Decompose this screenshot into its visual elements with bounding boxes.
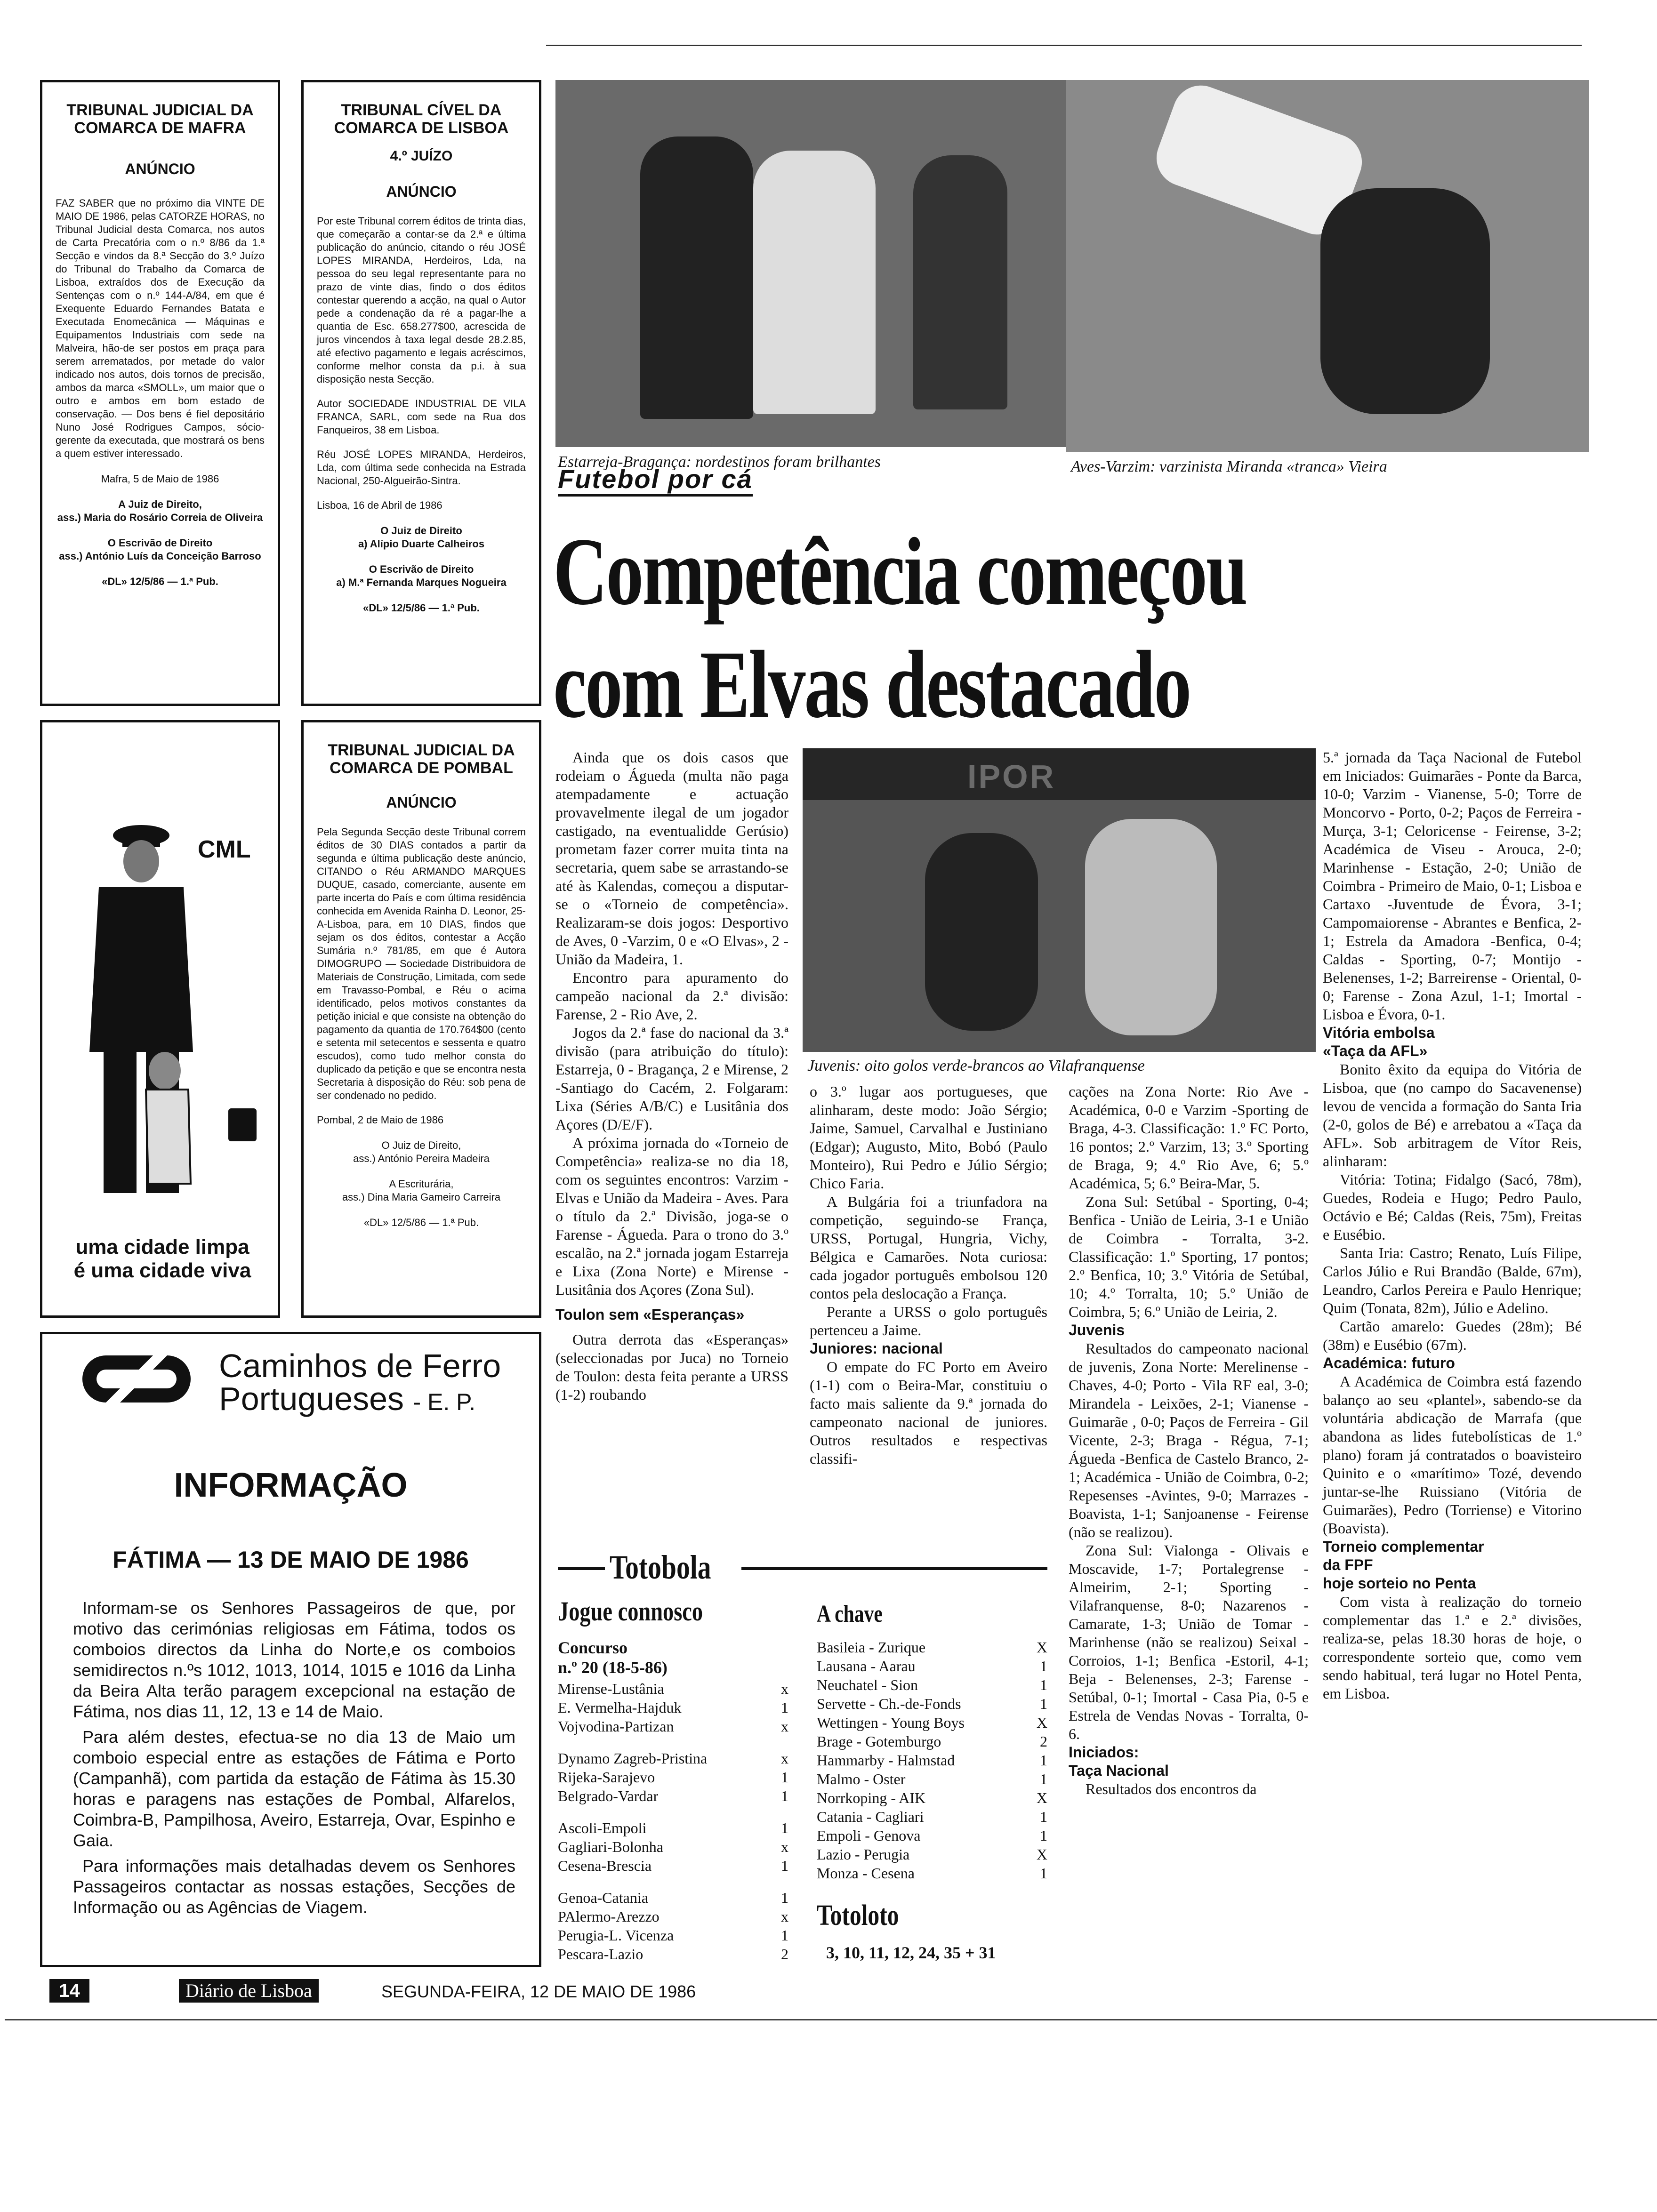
cp-brand-line-1: Caminhos de Ferro [219,1347,501,1384]
pick-value: 1 [781,1699,788,1716]
pick-match: Mirense-Lustânia [558,1680,664,1697]
cml-slogan-1: uma cidade limpa [75,1235,249,1258]
pick-row [817,1638,1047,1657]
pick-row [558,1679,788,1698]
ad-body [317,825,526,1127]
pick-value: 1 [1040,1827,1047,1844]
pick-match: Catania - Cagliari [817,1808,924,1825]
cp-logo-icon [64,1351,209,1407]
concurso-number: n.º 20 (18-5-86) [558,1658,668,1677]
paragraph: Encontro para apuramento do campeão nacional da 2.ª divisão: Farense, 2 - Rio Ave, 2. [555,969,788,1023]
pick-value: 1 [1040,1695,1047,1712]
pick-row [817,1826,1047,1845]
subheading: Taça Nacional [1069,1762,1169,1779]
paragraph: A próxima jornada do «Torneio de Competência» realiza-se no dia 18, com os seguintes encontros: Varzim - Elvas e União da Madeira - Aves. Para o título da 2.ª Divisão, joga-se o Farense - Águeda. Para o trono do 3.º escalão, na 2.ª jornada jogam Estarreja e Lixa (Zona Norte) e Mirense - Lusitânia dos Açores (Zona Sul). [555,1134,788,1298]
totobola-title: Totobola [610,1548,711,1586]
footer-date: SEGUNDA-FEIRA, 12 DE MAIO DE 1986 [381,1982,696,2001]
pick-row [817,1675,1047,1694]
sig-name: a) M.ª Fernanda Marques Nogueira [336,577,507,588]
pick-value: 1 [1040,1808,1047,1825]
pick-match: Neuchatel - Sion [817,1676,918,1693]
pick-value: 1 [781,1857,788,1874]
totobola-rule-right [741,1567,1047,1570]
paragraph: Resultados dos encontros da [1086,1780,1257,1797]
pick-row [558,1749,788,1768]
ad-signature [313,563,530,589]
cp-brand-name: Portugueses [219,1380,404,1417]
pick-value: x [781,1908,788,1925]
pick-row [558,1698,788,1717]
ad-signature [313,1178,530,1204]
photo-caption: Aves-Varzim: varzinista Miranda «tranca» Vieira [1071,458,1387,475]
pick-match: Belgrado-Vardar [558,1787,659,1804]
pick-row [817,1732,1047,1751]
cp-paragraph: Informam-se os Senhores Passageiros de que, por motivo das cerimónias religiosas em Fátima, todos os comboios directos da Linha do Norte,e os comboios semidirectos n.ºs 1012, 1013, 1014, 1015 e 1016 da Linha da Beira Alta terão paragem excepcional na estação de Fátima, nos dias 11, 12, 13 e 14 de Maio. [73,1598,515,1721]
pick-value: 1 [1040,1865,1047,1882]
pick-value: x [781,1838,788,1855]
photo-aves-varzim [1066,80,1589,452]
pick-value: x [781,1750,788,1767]
photo-juvenis [803,748,1316,1052]
totoloto-title: Totoloto [817,1899,899,1931]
sig-role: O Juiz de Direito, [381,1139,461,1151]
pick-row [817,1864,1047,1883]
pick-row [558,1888,788,1907]
pick-value: 2 [781,1946,788,1963]
pick-match: Servette - Ch.-de-Fonds [817,1695,961,1712]
cp-brand-line-2 [219,1381,475,1419]
ad-title: TRIBUNAL JUDICIAL DA COMARCA DE MAFRA [66,101,254,137]
pick-match: E. Vermelha-Hajduk [558,1699,682,1716]
pick-value: 1 [781,1787,788,1804]
pick-row [558,1819,788,1837]
ad-title: TRIBUNAL JUDICIAL DA COMARCA DE POMBAL [328,741,515,777]
pick-row [817,1788,1047,1807]
paragraph: Cartão amarelo: Guedes (28m); Bé (38m) e Eusébio (67m). [1323,1318,1582,1353]
sig-name: ass.) António Pereira Madeira [353,1153,490,1164]
pick-match: Empoli - Genova [817,1827,921,1844]
pick-row [817,1694,1047,1713]
pick-row [558,1907,788,1926]
pick-row [558,1787,788,1805]
pick-row [817,1751,1047,1770]
footer-page-number: 14 [49,1979,89,2003]
chave-title: A chave [817,1601,883,1627]
bottom-rule [5,2019,1657,2020]
pick-group [558,1679,788,1736]
pick-group [558,1819,788,1875]
pick-match: Hammarby - Halmstad [817,1752,955,1769]
photo-caption: Juvenis: oito golos verde-brancos ao Vilafranquense [807,1057,1145,1074]
pick-row [817,1807,1047,1826]
ad-title: TRIBUNAL CÍVEL DA COMARCA DE LISBOA [334,101,509,137]
pick-match: Perugia-L. Vicenza [558,1927,674,1944]
sig-name: a) Alípio Duarte Calheiros [358,538,485,550]
totobola-groups [558,1679,788,1964]
paragraph: cações na Zona Norte: Rio Ave -Académica, 0-0 e Varzim -Sporting de Braga, 4-3. Classificação: 1.º FC Porto, 16 pontos; 2.º Varzim, 13; 3.º Sporting de Braga, 9; 4.º Rio Ave, 6; 5.º Académica, 5; 6.º Beira-Mar, 5. [1069,1083,1309,1192]
paragraph: A Académica de Coimbra está fazendo balanço ao seu «plantel», sabendo-se da voluntária abdicação de Marrafa (que abandona as lides futebolísticas de 1.º plano) foram já contratados o boavisteiro Quinito e o «marítimo» Tozé, devendo juntar-se-lhe Ruissiano (Vitória de Guimarães), Pedro (Torriense) e Vitorino (Boavista). [1323,1373,1582,1537]
footer-paper-name: Diário de Lisboa [179,1979,319,2003]
paragraph: Resultados do campeonato nacional de juvenis, Zona Norte: Merelinense - Chaves, 4-0; Porto - Vila RF eal, 3-0; Mirandela - Leixões, 2-1; Vianense - Guimarãe , 0-0; Paços de Ferreira - Gil Vicente, 2-3; Braga - Régua, 7-1; Águeda -Benfica de Castelo Branco, 2-1; Académica - União de Coimbra, 0-2; Repesenses -Avintes, 9-0; Marrazes - Boavista, 1-1; Sanjoanense - Feirense (não se realizou). [1069,1340,1309,1540]
photo-shape [1320,188,1490,414]
paragraph: Perante a URSS o golo português pertenceu a Jaime. [810,1303,1047,1338]
pick-match: Gagliari-Bolonha [558,1838,663,1855]
pick-match: Cesena-Brescia [558,1857,652,1874]
photo-shape [1085,819,1217,1035]
ad-place-date: Pombal, 2 de Maio de 1986 [317,1114,444,1126]
pick-value: x [781,1680,788,1697]
sig-role: O Escrivão de Direito [369,563,474,575]
cp-subtitle: FÁTIMA — 13 DE MAIO DE 1986 [113,1547,469,1573]
pick-match: Vojvodina-Partizan [558,1718,674,1735]
sig-role: A Juiz de Direito, [118,498,202,510]
subheading: Académica: futuro [1323,1354,1455,1371]
subheading: Iniciados: [1069,1744,1139,1761]
pick-match: Dynamo Zagreb-Pristina [558,1750,708,1767]
pick-match: Monza - Cesena [817,1865,915,1882]
pick-value: 1 [781,1819,788,1836]
photo-shape [640,136,753,419]
ad-body [317,215,526,512]
article-column-4 [1323,748,1582,1703]
cml-slogan-2: é uma cidade viva [73,1259,251,1282]
totobola-subtitle: Jogue connosco [558,1596,703,1627]
ad-subtitle: 4.º JUÍZO [390,148,453,164]
pick-match: Pescara-Lazio [558,1946,643,1963]
ad-body [56,197,265,460]
article-column-2 [810,1082,1047,1468]
ad-signature [313,524,530,551]
subheading: Juniores: nacional [810,1340,943,1357]
cp-paragraph: Para além destes, efectua-se no dia 13 de Maio um comboio especial entre as estações de Fátima e Porto (Campanhã), com partida da estação de Fátima às 15.30 horas e paragens nas estações de Pombal, Alfarelos, Coimbra-B, Pampilhosa, Aveiro, Estarreja, Ovar, Espinho e Gaia. [73,1727,515,1850]
sig-role: O Juiz de Direito [380,525,462,537]
pick-value: X [1036,1846,1047,1863]
pick-row [558,1837,788,1856]
subheading: Juvenis [1069,1322,1125,1338]
ad-ref: «DL» 12/5/86 — 1.ª Pub. [102,576,218,587]
photo-estarreja-braganca [555,80,1076,447]
sig-name: ass.) Maria do Rosário Correia de Oliveira [57,512,263,523]
paragraph: Santa Iria: Castro; Renato, Luís Filipe, Carlos Júlio e Rui Brandão (Balde, 67m), Leandro, Carlos Pereira e Paulo Henrique; Quim (Tonata, 82m), Júlio e Adelino. [1323,1244,1582,1316]
totobola-rule-left [558,1567,605,1570]
paragraph: Zona Sul: Setúbal - Sporting, 0-4; Benfica - União de Leiria, 3-1 e União de Coimbra - Torralta, 3-2. Classificação: 1.º Sporting, 17 pontos; 2.º Benfica, 10; 3.º Vitória de Setúbal, 10; 4.º Torralta, 10; 5.º União de Coimbra, 5; 6.º União de Leiria, 2. [1069,1193,1309,1320]
article-headline [553,515,1287,741]
ad-place-date: Lisboa, 16 de Abril de 1986 [317,499,442,511]
subheading: «Taça da AFL» [1323,1042,1428,1059]
ad-signature [52,498,268,524]
photo-shape [803,748,1316,800]
cp-title: INFORMAÇÃO [174,1467,408,1504]
paragraph: o 3.º lugar aos portugueses, que alinharam, deste modo: João Sérgio; Jaime, Samuel, Carvalhal e Justiniano (Edgar); Augusto, Mito, Bobó (Paulo Monteiro), Rui Pedro e Júlio Sérgio; Chico Faria. [810,1083,1047,1192]
paragraph: Bonito êxito da equipa do Vitória de Lisboa, que (no campo do Sacavenense) levou de vencida a formação do Santa Iria (2-0, golos de Bé) e arrebatou a «Taça da AFL». Sob arbitragem de Vítor Reis, alinharam: [1323,1061,1582,1170]
pick-match: PAlermo-Arezzo [558,1908,660,1925]
concurso-label: Concurso [558,1638,628,1657]
ad-ref: «DL» 12/5/86 — 1.ª Pub. [363,602,480,614]
ad-tribunal-lisboa [301,80,541,706]
pick-match: Norrkoping - AIK [817,1789,926,1806]
top-rule [546,45,1582,46]
ad-signature [52,537,268,563]
pick-value: 1 [1040,1752,1047,1769]
pick-value: 1 [781,1769,788,1786]
pick-match: Basileia - Zurique [817,1639,926,1656]
pick-row [817,1657,1047,1675]
ad-heading: ANÚNCIO [125,160,195,177]
cml-emblem-icon [228,1108,257,1141]
pick-group [558,1888,788,1964]
pick-value: X [1036,1639,1047,1656]
photo-caption: Estarreja-Bragança: nordestinos foram brilhantes [558,453,881,471]
subheading: da FPF [1323,1556,1373,1573]
pick-row [558,1717,788,1736]
cp-brand-suffix: - E. P. [413,1389,475,1415]
paragraph: Zona Sul: Vialonga - Olivais e Moscavide, 1-7; Portalegrense - Almeirim, 2-1; Sporting - Vilafranquense, 8-0; Nazarenos -Camarate, 1-3; União de Tomar -Marinhense (não se realizou) Seixal - Corroios, 1-1; Benfica -Estoril, 4-1; Beja - Belenenses, 2-3; Farense - Setúbal, 0-1; Imortal - Casa Pia, 0-5 e Estrela de Vendas Novas - Torralta, 0-6. [1069,1542,1309,1742]
sig-role: A Escriturária, [389,1178,454,1190]
ad-place-date: Mafra, 5 de Maio de 1986 [101,473,219,485]
article-kicker: Futebol por cá [558,464,753,497]
photo-shape [753,151,876,414]
pick-match: Genoa-Catania [558,1889,648,1906]
totoloto-numbers: 3, 10, 11, 12, 24, 35 + 31 [826,1943,996,1962]
ad-heading: ANÚNCIO [386,794,457,811]
cp-body [73,1598,515,1918]
pick-row [817,1770,1047,1788]
subheading: hoje sorteio no Penta [1323,1575,1476,1592]
paragraph: Vitória: Totina; Fidalgo (Sacó, 78m), Guedes, Rodeia e Hugo; Pedro Paulo, Octávio e Bé; Caldas (Reis, 75m), Freitas e Eusébio. [1323,1171,1582,1243]
ad-cp [40,1332,541,1967]
pick-match: Ascoli-Empoli [558,1819,647,1836]
pick-value: 1 [1040,1658,1047,1675]
ad-cml [40,720,280,1318]
pick-row [558,1926,788,1945]
police-officer-illustration [71,817,212,1212]
ad-paragraph: Pela Segunda Secção deste Tribunal correm éditos de 30 DIAS contados a partir da segunda e última publicação deste anúncio, CITANDO o Réu ARMANDO MARQUES DUQUE, casado, comerciante, ausente em parte incerta do País e com última residência conhecida em Avenida Rainha D. Leonor, 25-A-Lisboa, para, em 10 DIAS, findos que sejam os dos éditos, contestar a Acção Sumária n.º 781/85, em que é Autora DIMOGRUPO — Sociedade Distribuidora de Materiais de Construção, Limitada, com sede em Travasso-Pombal, e Réu o acima identificado, pelos motivos constantes da petição inicial e que consiste na obtenção do pagamento da quantia de 170.764$00 (cento e setenta mil setecentos e sessenta e quatro escudos), como tudo melhor consta do duplicado da petição e que se encontra nesta Secretaria à disposição do Réu: sob pena de ser condenado no pedido. [317,826,526,1101]
paragraph: Com vista à realização do torneio complementar das 1.ª e 2.ª divisões, realiza-se, pelas 18.30 horas de hoje, o correspondente sorteio que, como vem sendo habitual, terá lugar no Hotel Penta, em Lisboa. [1323,1593,1582,1702]
ad-paragraph: Autor SOCIEDADE INDUSTRIAL DE VILA FRANCA, SARL, com sede na Rua dos Fanqueiros, 38 em Lisboa. [317,398,526,436]
subheading: Toulon sem «Esperanças» [555,1306,745,1323]
pick-group [558,1749,788,1805]
paragraph: A Bulgária foi a triunfadora na competição, seguindo-se França, URSS, Portugal, Hungria, Vichy, Bélgica e Camarões. Nota curiosa: cada jogador português embolsou 120 contos pela deslocação a França. [810,1193,1047,1302]
pick-match: Lausana - Aarau [817,1658,916,1675]
ad-paragraph: Por este Tribunal correm éditos de trinta dias, que começarão a contar-se da 2.ª e última publicação do anúncio, citando o réu JOSÉ LOPES MIRANDA, Herdeiros, Lda, na pessoa do seu legal representante para no prazo de vinte dias, findo o dos éditos contestar querendo a acção, na qual o Autor pede a condenação da ré a pagar-lhe a quantia de Esc. 658.277$00, acrescida de juros vincendos à taxa legal desde 28.2.85, até efectivo pagamento e legais acréscimos, conforme melhor consta da p.i. à sua disposição nesta Secção. [317,215,526,385]
chave-list [817,1638,1047,1883]
paragraph: Jogos da 2.ª fase do nacional da 3.ª divisão (para atribuição do título): Estarreja, 0 - Bragança, 2 e Mirense, 2 -Santiago do Cacém, 2. Folgaram: Lixa (Séries A/B/C) e Lusitânia dos Açores (D/E/F). [555,1024,788,1133]
paragraph: Outra derrota das «Esperanças» (seleccionadas por Juca) no Torneio de Toulon: desta feita perante a URSS (1-2) roubando [555,1331,788,1403]
pick-match: Malmo - Oster [817,1771,906,1787]
ad-paragraph: FAZ SABER que no próximo dia VINTE DE MAIO DE 1986, pelas CATORZE HORAS, no Tribunal Judicial desta Comarca, nos autos de Carta Precatória com o n.º 8/86 da 1.ª Secção e vindos da 8.ª Secção do 3.º Juízo do Tribunal do Trabalho da Comarca de Lisboa, extraídos dos de Execução da Sentenças com o n.º 144-A/84, em que é Exequente Eduardo Fernandes Batata e Executada Enomecânica — Máquinas e Equipamentos Industriais com sede na Malveira, hão-de ser postos em praça para serem arrematados, por metade do valor indicado nos autos, dois tornos de precisão, ambos da marca «SMOLL», um maior que o outro e ambos em bom estado de conservação. — Dos bens é fiel depositário Nuno José Rodrigues Campos, sócio-gerente da executada, que mostrará os bens a quem estiver interessado. [56,197,265,459]
totobola-picks [558,1638,788,1977]
article-column-1 [555,748,788,1404]
pick-match: Lazio - Perugia [817,1846,910,1863]
pick-value: 1 [1040,1771,1047,1787]
photo-shape [913,155,1007,409]
headline-line-1: Competência começou [553,518,1247,625]
pick-match: Rijeka-Sarajevo [558,1769,655,1786]
ad-tribunal-mafra [40,80,280,706]
sig-name: ass.) Dina Maria Gameiro Carreira [342,1191,501,1203]
pick-row [817,1845,1047,1864]
subheading: Vitória embolsa [1323,1024,1435,1041]
pick-row [558,1856,788,1875]
pick-match: Brage - Gotemburgo [817,1733,941,1750]
paragraph: O empate do FC Porto em Aveiro (1-1) com o Beira-Mar, constituiu o facto mais saliente da 9.ª jornada do campeonato nacional de juniores. Outros resultados e respectivas classifi- [810,1358,1047,1467]
ad-signature [313,1139,530,1165]
pick-value: X [1036,1789,1047,1806]
pick-value: 1 [781,1889,788,1906]
ad-paragraph: Réu JOSÉ LOPES MIRANDA, Herdeiros, Lda, com última sede conhecida na Estrada Nacional, 250-Algueirão-Sintra. [317,449,526,487]
photo-shape [925,833,1038,1031]
pick-row [558,1945,788,1964]
ad-ref: «DL» 12/5/86 — 1.ª Pub. [363,1217,479,1228]
pick-value: 1 [1040,1676,1047,1693]
article-column-3 [1069,1082,1309,1798]
ad-tribunal-pombal [301,720,541,1318]
pick-value: X [1036,1714,1047,1731]
pick-row [817,1713,1047,1732]
cml-brand: CML [198,836,251,863]
pick-value: 1 [781,1927,788,1944]
pick-row [558,1768,788,1787]
paragraph: 5.ª jornada da Taça Nacional de Futebol em Iniciados: Guimarães - Ponte da Barca, 10-0; Varzim - Vianense, 5-0; Torre de Moncorvo - Porto, 0-2; Paços de Ferreira - Murça, 3-1; Celoricense - Feirense, 3-2; Académica de Viseu - Arouca, 2-0; Marinhense - Estação, 2-0; União de Coimbra - Primeiro de Maio, 0-1; Lisboa e Cartaxo -Juventude de Évora, 3-1; Campomaiorense - Abrantes e Benfica, 2-1; Estrela da Amadora -Benfica, 0-4; Caldas - Sporting, 0-7; Montijo - Belenenses, 1-2; Barreirense - Oriental, 0-0; Farense - Zona Azul, 1-1; Imortal -Lisboa e Évora, 0-1. [1323,749,1582,1023]
sig-name: ass.) António Luís da Conceição Barroso [59,550,261,562]
cp-paragraph: Para informações mais detalhadas devem os Senhores Passageiros contactar as nossas estações, Secções de Informação ou as Agências de Viagem. [73,1856,515,1917]
pick-match: Wettingen - Young Boys [817,1714,965,1731]
paragraph: Ainda que os dois casos que rodeiam o Águeda (multa não paga atempadamente e actuação provavelmente ilegal de um jogador castigado, na eventualidde Gerúsio) prometam fazer correr muita tinta na secretaria, quem sabe se arrastando-se até às Kalendas, começou a disputar-se o «Torneio de competência». Realizaram-se dois jogos: Desportivo de Aves, 0 -Varzim, 0 e «O Elvas», 2 -União da Madeira, 1. [555,749,788,968]
pick-value: x [781,1718,788,1735]
headline-line-2: com Elvas destacado [553,631,1190,738]
sig-role: O Escrivão de Direito [107,537,213,549]
subheading: Torneio complementar [1323,1538,1484,1555]
pick-value: 2 [1040,1733,1047,1750]
ad-heading: ANÚNCIO [386,183,457,200]
